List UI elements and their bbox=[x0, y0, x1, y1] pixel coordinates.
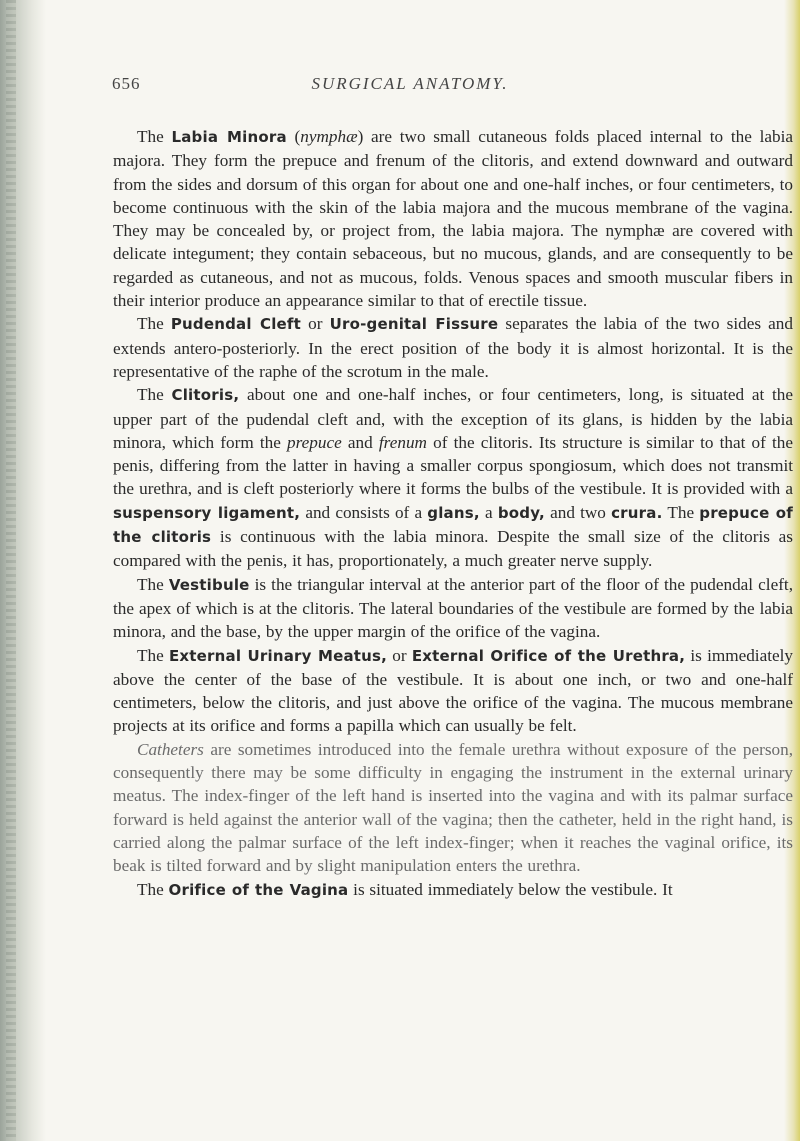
term-pudendal-cleft: Pudendal Cleft bbox=[170, 315, 302, 334]
paragraph-catheters: Catheters are sometimes introduced into the female urethra without exposure of the person, consequently there may be some difficulty in engaging the instrument in the external urinary meatus. The index-finger of the left hand is inserted into the vagina and with its palmar surface forward is held against the anterior wall of the vagina; then the catheter, held in the right hand, is carried along the palmar surface of the left index-finger; when it reaches the vaginal orifice, its beak is tilted forward and by slight manipulation enters the urethra. bbox=[113, 739, 793, 876]
term-external-orifice-urethra: External Orifice of the Urethra, bbox=[411, 646, 686, 665]
paragraph-labia-minora: The Labia Minora (nymphæ) are two small cutaneous folds placed internal to the labia majora. They form the prepuce and frenum of the clitoris, and extend downward and outward from the sides and dorsum of this organ for about one and one-half inches, or four centimeters, to become continuous with the skin of the labia majora and the mucous membrane of the vagina. They may be concealed by, or project from, the labia majora. The nymphæ are covered with delicate integument; they contain sebaceous, but no mucous, glands, and are consequently to be regarded as cutaneous, and not as mucous, folds. Venous spaces and smooth muscular fibers in their interior produce an appearance similar to that of erectile tissue. bbox=[113, 127, 793, 311]
paragraph-vestibule: The Vestibule is the triangular interval at the anterior part of the floor of the pudendal cleft, the apex of which is at the clitoris. The lateral boundaries of the vestibule are formed by the labia minora, and the base, by the upper margin of the orifice of the vagina. bbox=[113, 574, 793, 642]
running-head: SURGICAL ANATOMY. bbox=[311, 74, 509, 93]
term-vestibule: Vestibule bbox=[168, 575, 250, 594]
term-external-urinary-meatus: External Urinary Meatus, bbox=[168, 646, 388, 665]
term-prepuce-of-clitoris: prepuce of the clitoris bbox=[113, 503, 793, 547]
body-text bbox=[113, 125, 793, 902]
page-header bbox=[0, 74, 800, 104]
italic-prepuce: prepuce bbox=[287, 432, 342, 452]
paragraph-clitoris: The Clitoris, about one and one-half inches, or four centimeters, long, is situated at the upper part of the pudendal cleft and, with the exception of its glans, is hidden by the labia minora, which form the prepuce and frenum of the clitoris. Its structure is similar to that of the penis, differing from the latter in having a smaller corpus spongiosum, which does not transmit the urethra, and is cleft posteriorly where it forms the bulbs of the vestibule. It is provided with a suspensory ligament, and consists of a glans, a body, and two crura. The prepuce of the clitoris is continuous with the labia minora. Despite the small size of the clitoris as compared with the penis, it has, proportionately, a much greater nerve supply. bbox=[113, 385, 793, 571]
term-orifice-of-vagina: Orifice of the Vagina bbox=[168, 880, 349, 899]
italic-catheters: Catheters bbox=[137, 739, 204, 759]
term-glans: glans, bbox=[427, 503, 480, 522]
page-number: 656 bbox=[112, 74, 141, 93]
page-binding-edge bbox=[0, 0, 46, 1141]
italic-nymphae: nymphæ bbox=[300, 127, 358, 146]
term-uro-genital-fissure: Uro-genital Fissure bbox=[329, 315, 499, 334]
term-crura: crura. bbox=[611, 503, 663, 522]
term-clitoris: Clitoris, bbox=[171, 386, 240, 405]
term-body: body, bbox=[497, 503, 545, 522]
paragraph-vaginal-orifice: The Orifice of the Vagina is situated immediately below the vestibule. It bbox=[137, 879, 673, 899]
italic-frenum: frenum bbox=[378, 432, 427, 452]
term-suspensory-ligament: suspensory ligament, bbox=[113, 503, 301, 522]
paragraph-pudendal-cleft: The Pudendal Cleft or Uro-genital Fissure separates the labia of the two sides and extends antero-posteriorly. In the erect position of the body it is almost horizontal. It is the representative of the raphe of the scrotum in the male. bbox=[113, 314, 793, 381]
paragraph-urinary-meatus: The External Urinary Meatus, or External Orifice of the Urethra, is immediately above the center of the base of the vestibule. It is about one inch, or two and one-half centimeters, below the clitoris, and just above the orifice of the vagina. The mucous membrane projects at its orifice and forms a papilla which can usually be felt. bbox=[113, 645, 793, 736]
term-labia-minora: Labia Minora bbox=[171, 128, 287, 146]
